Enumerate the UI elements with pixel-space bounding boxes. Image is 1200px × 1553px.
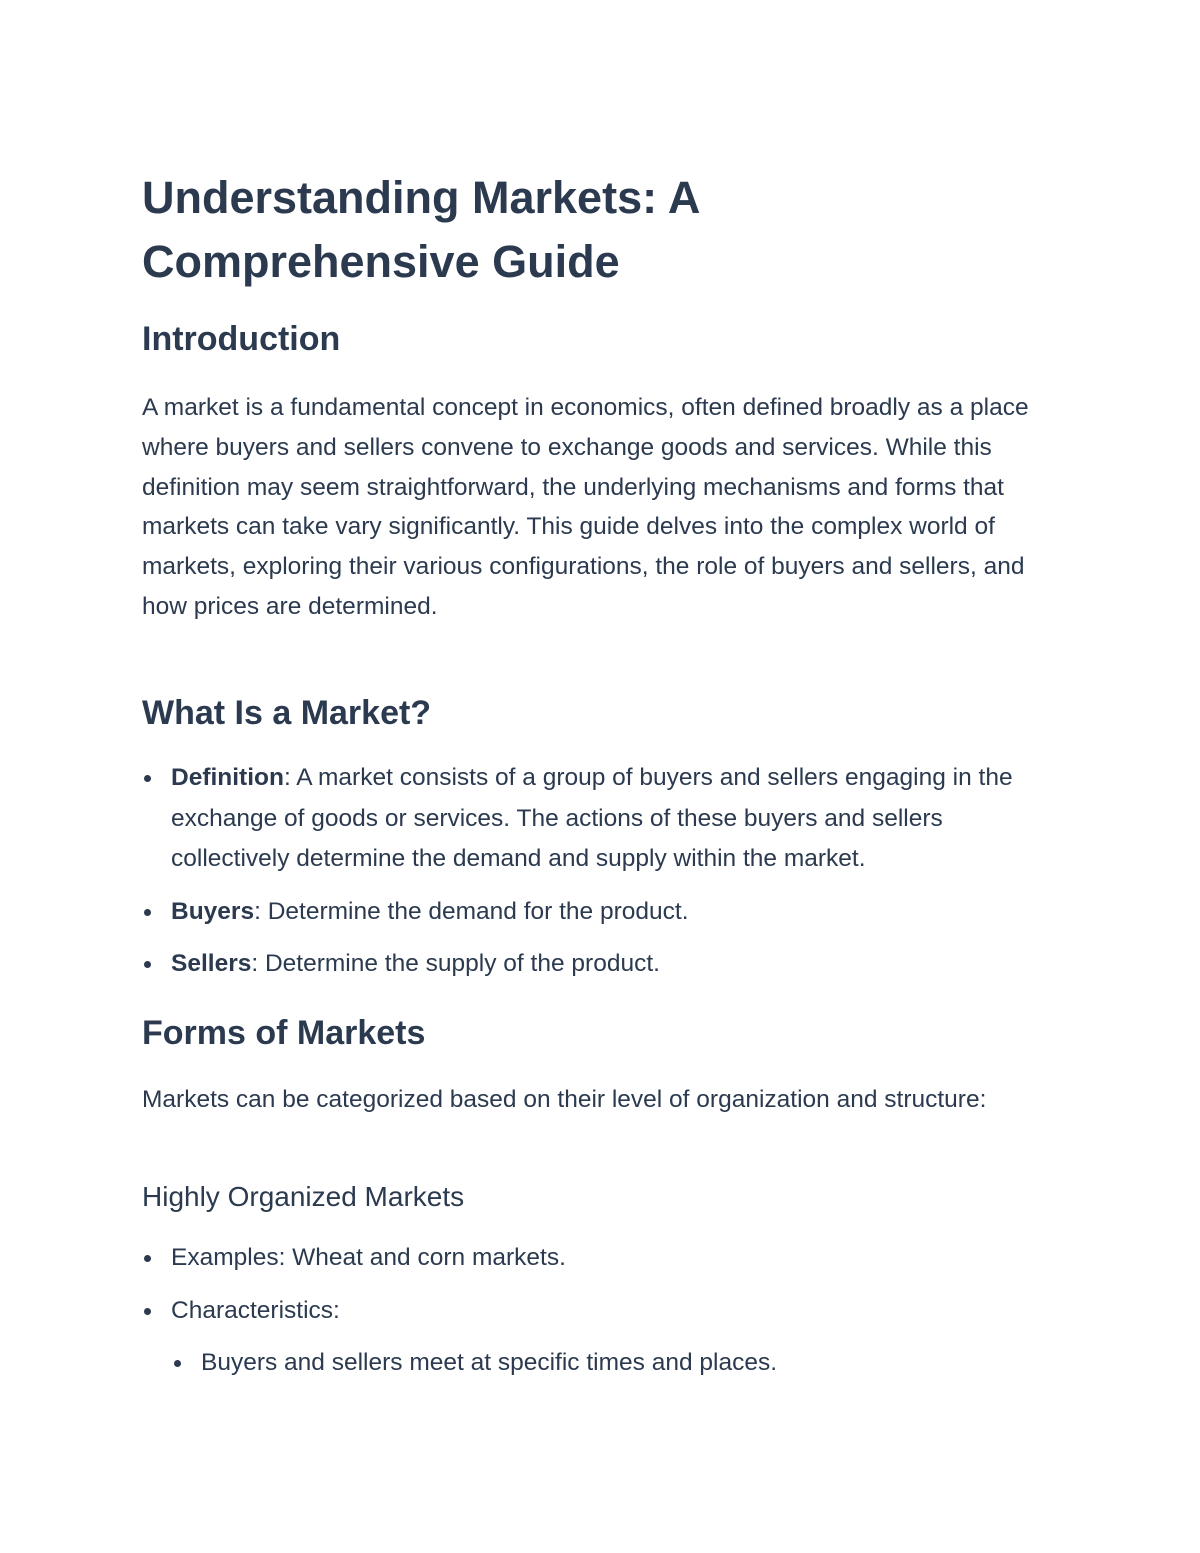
what-is-market-list <box>142 758 1067 997</box>
forms-of-markets-heading: Forms of Markets <box>142 1014 426 1052</box>
highly-organized-markets-heading: Highly Organized Markets <box>142 1181 465 1212</box>
list-item-sellers <box>142 944 1067 985</box>
list-item-buyers <box>142 892 1067 933</box>
forms-of-markets-paragraph: Markets can be categorized based on their level of organization and structure: <box>142 1086 987 1113</box>
list-item-definition <box>142 758 1067 880</box>
list-item-term: Definition <box>171 764 284 791</box>
document-title: Understanding Markets: A Comprehensive Guide <box>142 172 699 287</box>
list-item-text: : Determine the supply of the product. <box>251 950 660 977</box>
list-item-text: : Determine the demand for the product. <box>254 897 689 925</box>
list-item-characteristics: Characteristics: <box>142 1291 1067 1332</box>
what-is-market-heading: What Is a Market? <box>142 694 432 732</box>
nested-list-item: Buyers and sellers meet at specific times and places. <box>172 1343 1067 1384</box>
introduction-heading: Introduction <box>142 320 341 358</box>
list-item-examples: Examples: Wheat and corn markets. <box>142 1238 1067 1279</box>
list-item-term: Sellers <box>171 950 252 977</box>
list-item-text: : A market consists of a group of buyers and sellers engaging in the exchange of goods or services. The actions of these buyers and sellers collectively determine the demand and supply within the market. <box>171 764 1013 872</box>
highly-organized-markets-list <box>142 1238 1067 1396</box>
list-item-term: Buyers <box>171 897 255 925</box>
introduction-paragraph: A market is a fundamental concept in economics, often defined broadly as a place where buyers and sellers convene to exchange goods and services. While this definition may seem straightforward, the underlying mechanisms and forms that markets can take vary significantly. This guide delves into the complex world of markets, exploring their various configurations, the role of buyers and sellers, and how prices are determined. <box>142 394 1029 620</box>
